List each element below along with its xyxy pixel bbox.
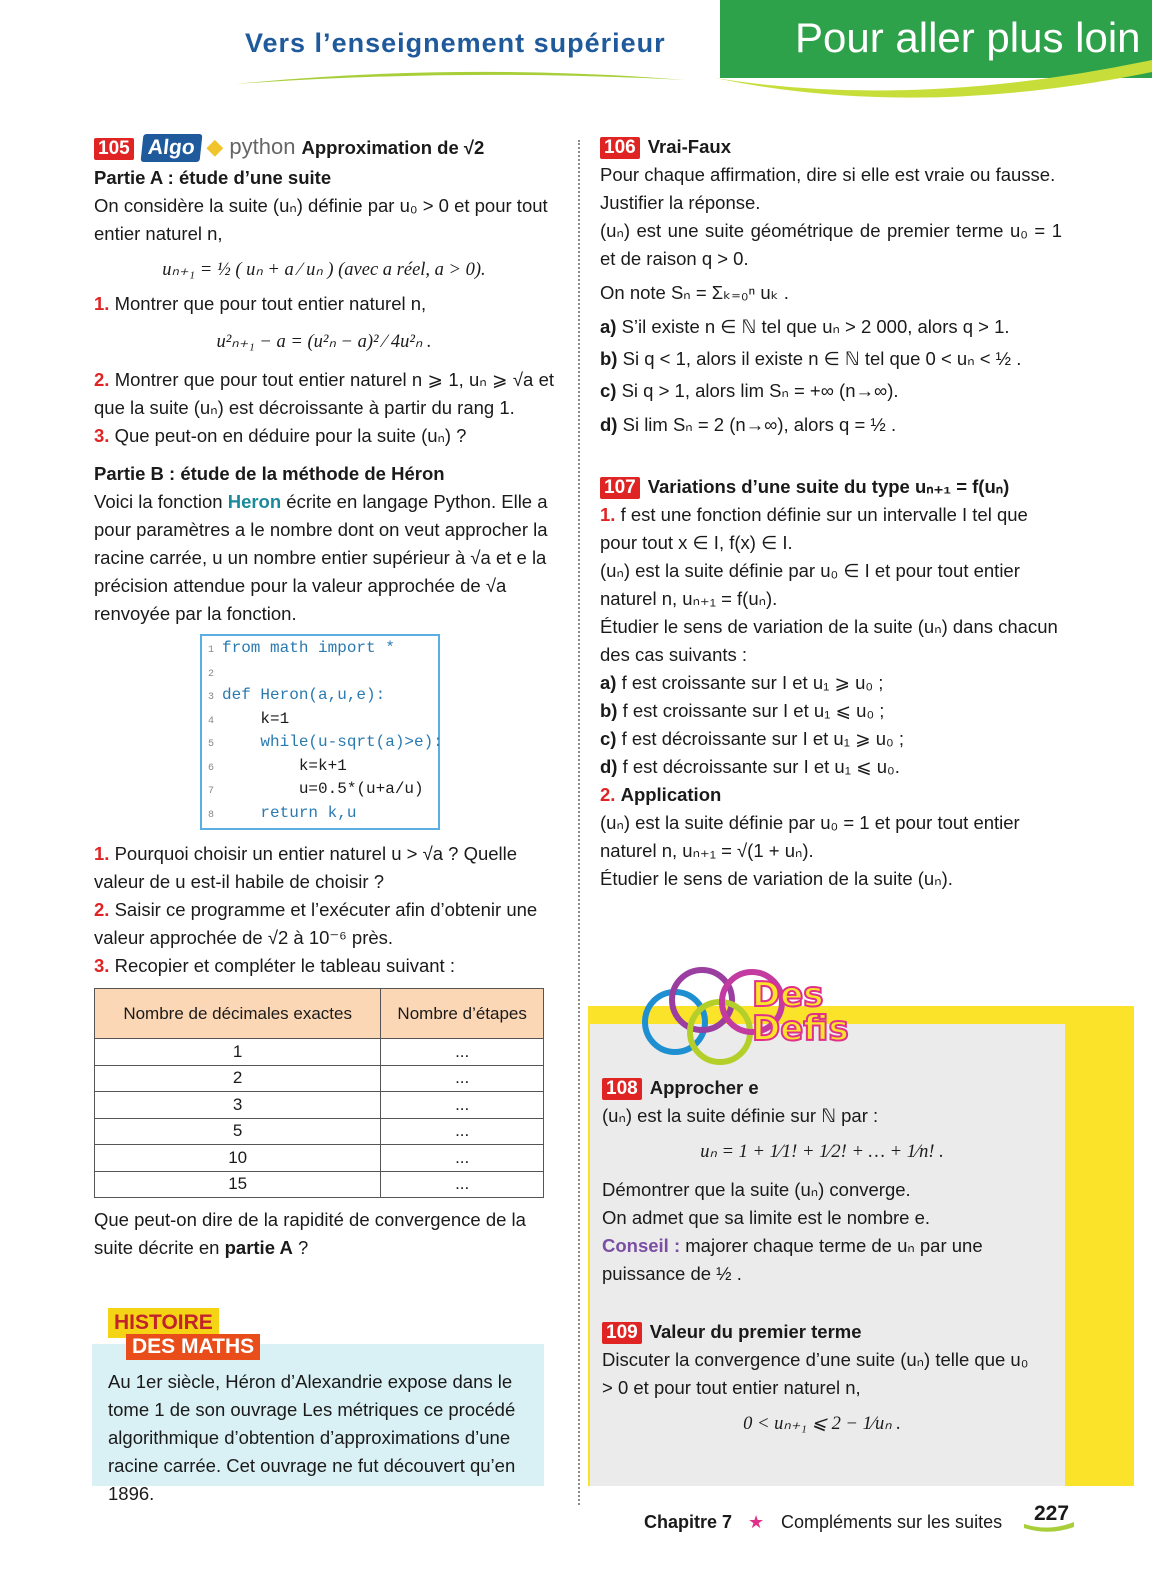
table-row: 1 ... xyxy=(95,1039,544,1066)
ex108-heading: 108 Approcher e xyxy=(602,1074,1042,1102)
ex108-t2: On admet que sa limite est le nombre e. xyxy=(602,1207,931,1228)
ex108-intro: (uₙ) est la suite définie sur ℕ par : xyxy=(602,1105,879,1126)
partB-q2: 2. Saisir ce programme et l’exécuter afin d’obtenir une valeur approchée de √2 à 10⁻⁶ près. xyxy=(94,899,538,948)
ex107-b: b) f est croissante sur I et u₁ ⩽ u₀ ; xyxy=(600,700,885,721)
ex108-conseil: Conseil : majorer chaque terme de uₙ par une puissance de ½ . xyxy=(602,1235,983,1284)
python-code-block xyxy=(200,634,443,830)
code-line: 2 xyxy=(208,668,215,680)
table-row: 15 ... xyxy=(95,1171,544,1198)
partB-q3: 3. Recopier et compléter le tableau suivant : xyxy=(94,955,455,976)
header-tab-label: Pour aller plus loin xyxy=(795,14,1141,61)
histoire-text: Au 1er siècle, Héron d’Alexandrie expose dans le tome 1 de son ouvrage Les métriques ce procédé algorithmique d’obtention d’approximations d’une racine carrée. Cet ouvrage ne fut découvert qu’en 1896. xyxy=(108,1371,516,1504)
partB-q1: 1. Pourquoi choisir un entier naturel u > √a ? Quelle valeur de u est-il habile de choisir ? xyxy=(94,843,518,892)
ex107-p1c: Étudier le sens de variation de la suite (uₙ) dans chacun des cas suivants : xyxy=(600,616,1058,665)
des-defis-logo xyxy=(640,960,880,1070)
defis-word-1: Des xyxy=(752,975,824,1015)
ex107-p2b: Étudier le sens de variation de la suite (uₙ). xyxy=(600,868,953,889)
ex107-c: c) f est décroissante sur I et u₁ ⩾ u₀ ; xyxy=(600,728,904,749)
table-header-row xyxy=(95,989,544,1039)
ex105-q1: 1. Montrer que pour tout entier naturel n, xyxy=(94,293,427,314)
ex105-formula: uₙ₊₁ = ½ ( uₙ + a ⁄ uₙ ) (avec a réel, a > 0). xyxy=(162,260,486,280)
right-column xyxy=(600,133,1062,893)
left-column xyxy=(94,133,554,1262)
ex107-a: a) f est croissante sur I et u₁ ⩾ u₀ ; xyxy=(600,672,884,693)
code-line: 1 from math import * xyxy=(208,639,395,657)
ex107-p2: (uₙ) est la suite définie par u₀ = 1 et pour tout entier naturel n, uₙ₊₁ = √(1 + uₙ). xyxy=(600,812,1020,861)
title-swoosh xyxy=(230,62,690,92)
section-title: Vers l’enseignement supérieur xyxy=(245,28,666,58)
header-wave xyxy=(715,60,1152,106)
ex106-note: On note Sₙ = Σₖ₌₀ⁿ uₖ . xyxy=(600,282,789,303)
ex106-d: d) Si lim Sₙ = 2 (n→∞), alors q = ½ . xyxy=(600,414,897,435)
code-line: 8 return k,u xyxy=(208,803,357,822)
ex105-heading xyxy=(94,133,554,162)
table-row: 2 ... xyxy=(95,1065,544,1092)
ex108-t1: Démontrer que la suite (uₙ) converge. xyxy=(602,1179,911,1200)
ex106-intro: Pour chaque affirmation, dire si elle est vraie ou fausse. Justifier la réponse. xyxy=(600,164,1056,213)
ex107-p1: 1. f est une fonction définie sur un intervalle I tel que pour tout x ∈ I, f(x) ∈ I. xyxy=(600,504,1028,553)
ex106-b: b) Si q < 1, alors il existe n ∈ ℕ tel que 0 < uₙ < ½ . xyxy=(600,348,1022,369)
ex106-heading: 106 Vrai-Faux xyxy=(600,133,1062,161)
ex107-p2-heading: 2. Application xyxy=(600,784,722,805)
code-line: 4 k=1 xyxy=(208,709,290,728)
partB-intro: Voici la fonction Heron écrite en langage Python. Elle a pour paramètres a le nombre dont on veut approcher la racine carrée, u un nombre entier supérieur à √a et e la précision attendue pour la valeur approchée de √a renvoyée par la fonction. xyxy=(94,491,548,624)
table-row: 5 ... xyxy=(95,1118,544,1145)
ex109-text: Discuter la convergence d’une suite (uₙ) telle que u₀ > 0 et pour tout entier naturel n, xyxy=(602,1349,1029,1398)
ex105-number: 105 xyxy=(94,138,134,160)
algo-badge: Algo xyxy=(140,134,202,162)
table-header-steps: Nombre d’étapes xyxy=(381,989,544,1039)
ex106-def: (uₙ) est une suite géométrique de premier terme u₀ = 1 et de raison q > 0. xyxy=(600,220,1062,269)
defis-word-2: Defis xyxy=(752,1009,849,1049)
ex107-d: d) f est décroissante sur I et u₁ ⩽ u₀. xyxy=(600,756,900,777)
table-header-decimals: Nombre de décimales exactes xyxy=(95,989,381,1039)
star-icon: ★ xyxy=(748,1512,765,1532)
ex105-title: Approximation de √2 xyxy=(301,137,485,158)
defis-content xyxy=(602,1074,1042,1438)
footer-chapter: Chapitre 7 xyxy=(644,1512,733,1532)
ex105-q3: 3. Que peut-on en déduire pour la suite (uₙ) ? xyxy=(94,425,467,446)
ex105-conclusion: Que peut-on dire de la rapidité de convergence de la suite décrite en partie A ? xyxy=(94,1209,526,1258)
ex106-a: a) S’il existe n ∈ ℕ tel que uₙ > 2 000, alors q > 1. xyxy=(600,316,1010,337)
partA-title: Partie A : étude d’une suite xyxy=(94,167,332,188)
column-divider xyxy=(578,140,580,1505)
ex107-p1b: (uₙ) est la suite définie par u₀ ∈ I et pour tout entier naturel n, uₙ₊₁ = f(uₙ). xyxy=(600,560,1020,609)
python-icon: ◆ xyxy=(206,134,224,159)
des-maths-badge: DES MATHS xyxy=(126,1334,260,1360)
page-number: 227 xyxy=(1034,1502,1070,1525)
code-line: 7 u=0.5*(u+a/u) xyxy=(208,780,424,798)
table-row: 3 ... xyxy=(95,1092,544,1119)
python-logo: ◆ python xyxy=(206,134,296,159)
ex106-c: c) Si q > 1, alors lim Sₙ = +∞ (n→∞). xyxy=(600,380,899,401)
code-line: 3 def Heron(a,u,e): xyxy=(208,686,386,704)
ex109-heading: 109 Valeur du premier terme xyxy=(602,1318,1042,1346)
table-row: 10 ... xyxy=(95,1145,544,1172)
code-line: 6 k=k+1 xyxy=(208,756,347,775)
code-line: 5 while(u-sqrt(a)>e): xyxy=(208,733,443,751)
partB-title: Partie B : étude de la méthode de Héron xyxy=(94,463,445,484)
ex105-intro: On considère la suite (uₙ) définie par u₀ > 0 et pour tout entier naturel n, xyxy=(94,195,548,244)
completion-table xyxy=(94,988,544,1198)
footer-subtitle: Compléments sur les suites xyxy=(781,1512,1003,1532)
ex105-q1-formula: u²ₙ₊₁ − a = (u²ₙ − a)² ⁄ 4u²ₙ . xyxy=(216,332,432,352)
ex109-formula: 0 < uₙ₊₁ ⩽ 2 − 1⁄uₙ . xyxy=(743,1414,901,1434)
ex105-q2: 2. Montrer que pour tout entier naturel n ⩾ 1, uₙ ⩾ √a et que la suite (uₙ) est décroissante à partir du rang 1. xyxy=(94,369,555,418)
ex108-formula: uₙ = 1 + 1⁄1! + 1⁄2! + … + 1⁄n! . xyxy=(700,1142,944,1162)
histoire-badge: HISTOIRE xyxy=(108,1308,219,1338)
ex107-heading: 107 Variations d’une suite du type uₙ₊₁ = f(uₙ) xyxy=(600,473,1062,501)
